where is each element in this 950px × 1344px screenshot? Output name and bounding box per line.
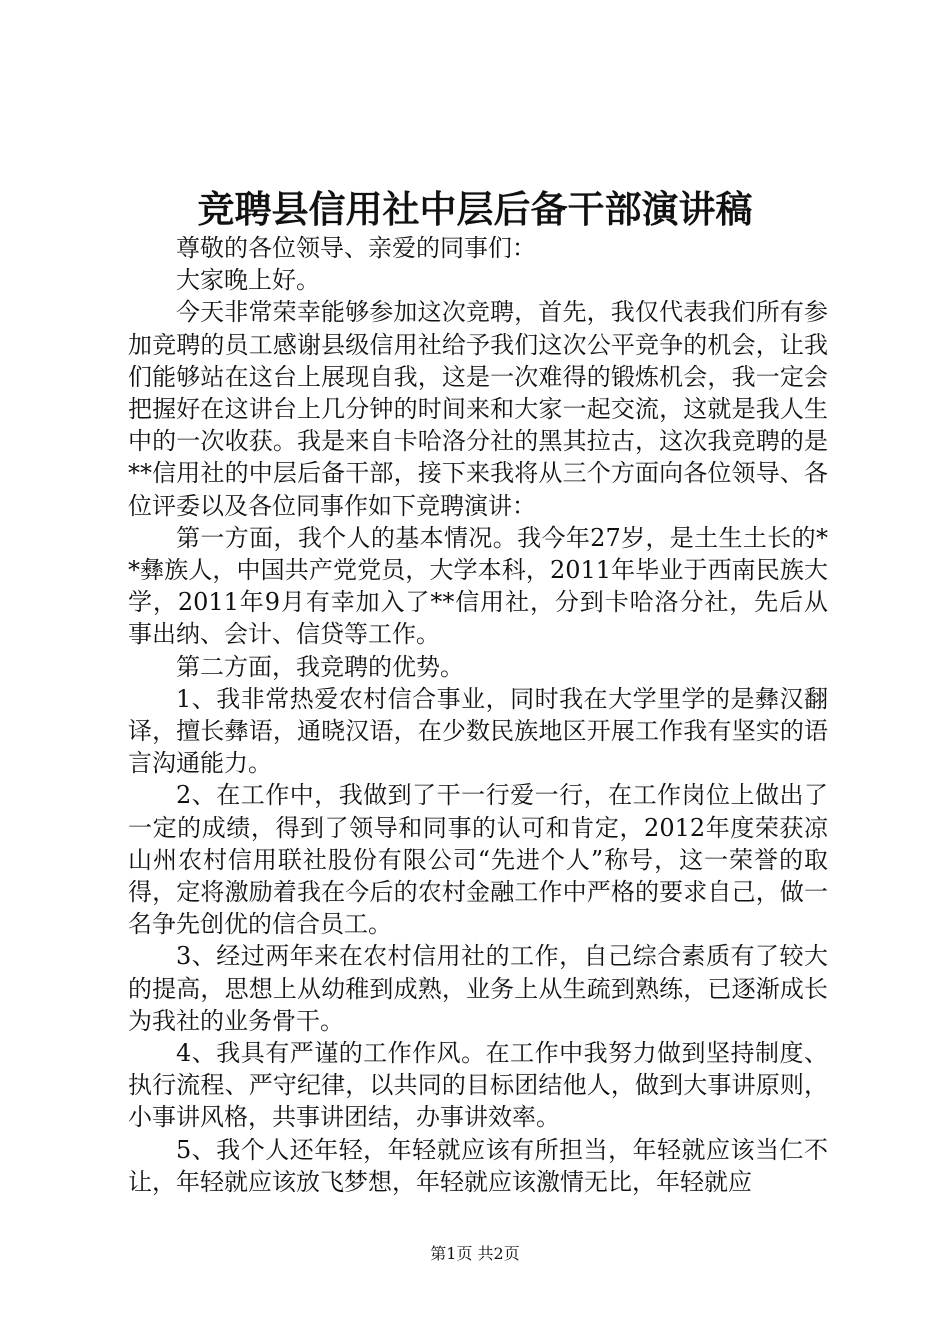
- paragraph-basic-info: 第一方面，我个人的基本情况。我今年27岁，是土生土长的**彝族人，中国共产党党员，大学本科，2011年毕业于西南民族大学，2011年9月有幸加入了**信用社，分到卡哈洛分社，先后从事出纳、会计、信贷等工作。: [128, 523, 828, 649]
- paragraph-advantage-4: 4、我具有严谨的工作作风。在工作中我努力做到坚持制度、执行流程、严守纪律，以共同的目标团结他人，做到大事讲原则，小事讲风格，共事讲团结，办事讲效率。: [128, 1039, 828, 1132]
- document-body: [128, 232, 828, 1198]
- paragraph-advantage-3: 3、经过两年来在农村信用社的工作，自己综合素质有了较大的提高，思想上从幼稚到成熟，业务上从生疏到熟练，已逐渐成长为我社的业务骨干。: [128, 942, 828, 1035]
- paragraph-intro: 今天非常荣幸能够参加这次竞聘，首先，我仅代表我们所有参加竞聘的员工感谢县级信用社给予我们这次公平竞争的机会，让我们能够站在这台上展现自我，这是一次难得的锻炼机会，我一定会把握好在这讲台上几分钟的时间来和大家一起交流，这就是我人生中的一次收获。我是来自卡哈洛分社的黑其拉古，这次我竞聘的是**信用社的中层后备干部，接下来我将从三个方面向各位领导、各位评委以及各位同事作如下竞聘演讲：: [128, 298, 828, 520]
- document-title: 竞聘县信用社中层后备干部演讲稿: [197, 187, 753, 231]
- page-number-footer: 第1页 共2页: [430, 1244, 520, 1263]
- paragraph-advantages-heading: 第二方面，我竞聘的优势。: [176, 652, 464, 681]
- paragraph-advantage-1: 1、我非常热爱农村信合事业，同时我在大学里学的是彝汉翻译，擅长彝语，通晓汉语，在少数民族地区开展工作我有坚实的语言沟通能力。: [128, 684, 828, 778]
- paragraph-advantage-5: 5、我个人还年轻，年轻就应该有所担当，年轻就应该当仁不让，年轻就应该放飞梦想，年轻就应该激情无比，年轻就应: [128, 1135, 828, 1196]
- paragraph-advantage-2: 2、在工作中，我做到了干一行爱一行，在工作岗位上做出了一定的成绩，得到了领导和同事的认可和肯定，2012年度荣获凉山州农村信用联社股份有限公司“先进个人”称号，这一荣誉的取得，定将激励着我在今后的农村金融工作中严格的要求自己，做一名争先创优的信合员工。: [128, 781, 828, 939]
- paragraph-salutation: 尊敬的各位领导、亲爱的同事们：: [176, 234, 536, 262]
- paragraph-greeting: 大家晚上好。: [176, 266, 320, 295]
